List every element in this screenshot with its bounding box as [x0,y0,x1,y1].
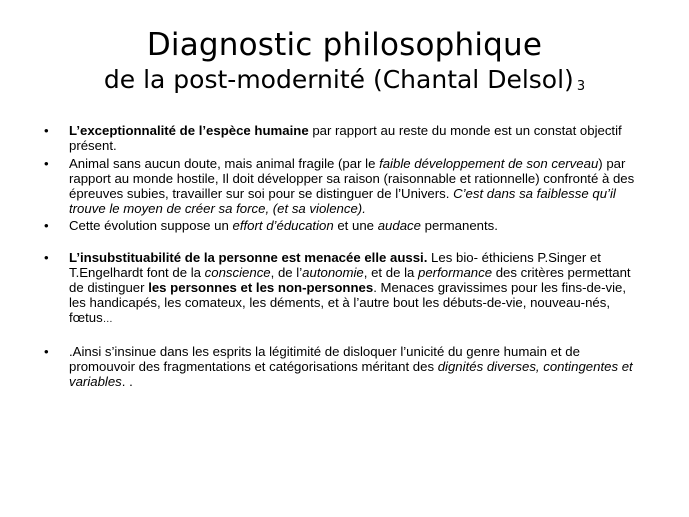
bullet-text [69,344,633,389]
bullet-item [44,124,644,154]
slide-title [0,26,689,103]
title-subtitle-text: de la post-modernité (Chantal Delsol) [103,65,574,94]
text-run: conscience [204,265,271,281]
bullet-text [69,123,622,153]
text-run: , et de la [363,265,419,281]
text-run: L’insubstituabilité de la personne est menacée elle aussi. [69,250,428,266]
text-run: . Menaces gravissimes pour les fins-de-vie, les handicapés, les comateux, les déments, et à l’autre bout les débuts-de-vie, nouveau-nés, fœtus [69,280,627,325]
text-run: dignités diverses, contingentes et variables [69,358,633,389]
bullet-marker: • [44,123,49,138]
text-run: performance [418,265,493,281]
text-run: .Ainsi s’insinue dans les esprits la légitimité de disloquer l’unicité du genre humain et de promouvoir des fragmentations et catégorisations méritant des [69,343,580,374]
text-run: autonomie [302,265,364,281]
bullet-text [69,218,498,233]
text-run: Animal sans aucun doute, mais animal fragile (par le [69,155,380,171]
text-run: C’est dans sa faiblesse qu’il trouve le moyen de créer sa force, (et sa violence). [69,185,616,216]
text-run: , de l’ [270,265,303,281]
bullet-marker: • [44,250,49,266]
bullet-item [44,251,644,328]
text-run: les personnes et les non-personnes [148,280,374,296]
text-run: ) par rapport au monde hostile, Il doit développer sa raison (raisonnable et rationnelle) confronté à des épreuves subies, travailler sur soi pour se distinguer de l’Univers. [69,155,635,201]
text-run: des critères permettant de distinguer [69,265,631,296]
text-run: Cette évolution suppose un [69,218,233,234]
text-run: L’exceptionnalité de l’espèce humaine [69,123,309,138]
text-run: … [102,313,113,325]
bullet-marker: • [44,218,49,234]
text-run: audace [377,218,421,234]
text-run: permanents. [420,218,498,234]
bullet-item [44,219,644,234]
text-run: Les bio- éthiciens P.Singer et T.Engelhardt font de la [69,250,601,281]
text-run: par rapport au reste du monde est un constat objectif présent. [69,123,622,153]
text-run: effort d’éducation [232,218,334,234]
bullet-item [44,157,644,217]
bullet-text [69,250,631,325]
bullet-item [44,345,644,390]
title-subtitle [0,64,689,103]
bullet-marker: • [44,155,49,171]
title-main: Diagnostic philosophique [146,27,543,63]
bullet-text [69,156,634,216]
slide-number: 3 [576,79,586,94]
text-run: . . [121,373,133,389]
text-run: et une [333,218,378,234]
bullet-marker: • [44,343,49,359]
bullet-list [44,124,644,393]
text-run: faible développement de son cerveau [379,155,599,171]
